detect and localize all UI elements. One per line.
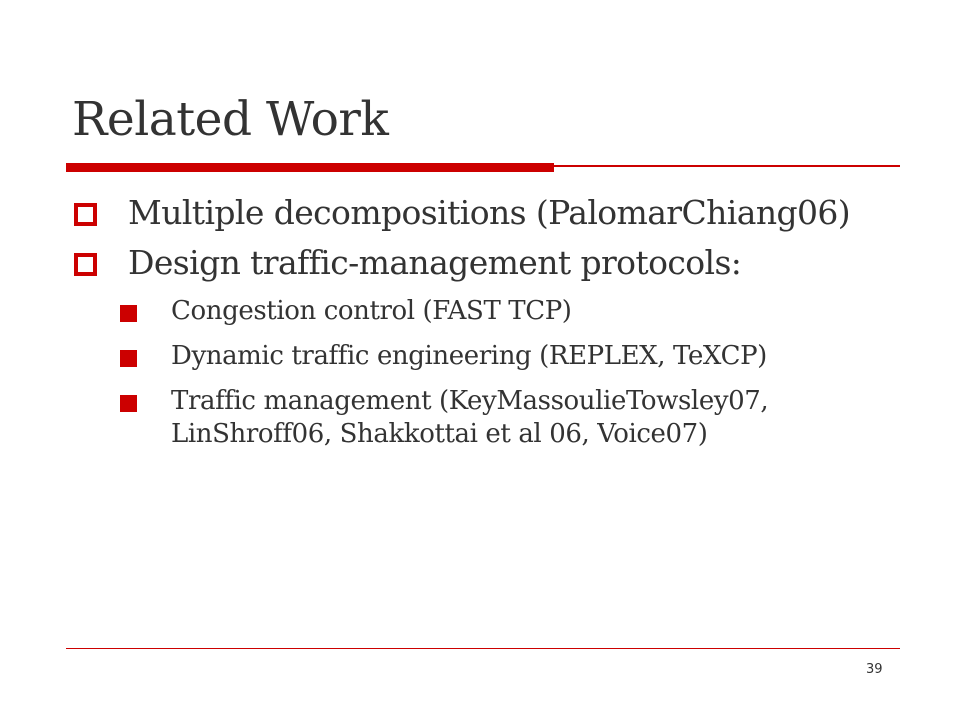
filled-square-bullet-icon (120, 395, 137, 412)
bullet-text: Multiple decompositions (PalomarChiang06) (128, 193, 851, 232)
hollow-square-bullet-icon (74, 253, 97, 276)
slide-title: Related Work (72, 92, 389, 147)
bullet-text: Design traffic-management protocols: (128, 243, 742, 282)
filled-square-bullet-icon (120, 305, 137, 322)
hollow-square-bullet-icon (74, 203, 97, 226)
title-underline-thin (554, 165, 900, 167)
filled-square-bullet-icon (120, 350, 137, 367)
subbullet-text-line-2: LinShroff06, Shakkottai et al 06, Voice07) (171, 419, 708, 449)
footer-divider (66, 648, 900, 649)
subbullet-text-line-1: Traffic management (KeyMassoulieTowsley07, (171, 386, 769, 416)
subbullet-text: Dynamic traffic engineering (REPLEX, TeXCP) (171, 341, 767, 371)
subbullet-text: Congestion control (FAST TCP) (171, 296, 572, 326)
page-number: 39 (866, 662, 883, 677)
title-underline-thick (66, 163, 554, 172)
